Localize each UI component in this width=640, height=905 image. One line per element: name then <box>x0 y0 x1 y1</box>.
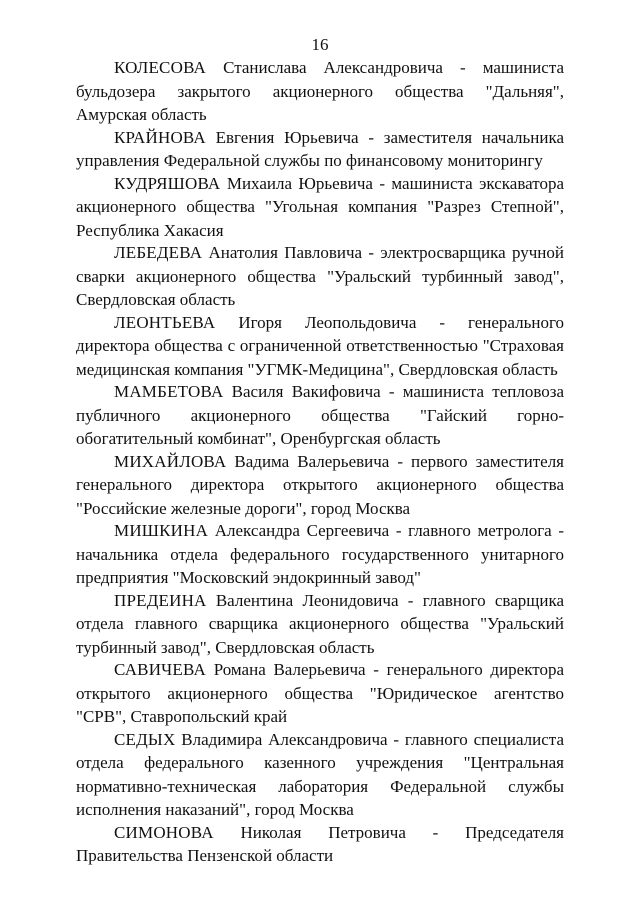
list-item <box>76 450 564 521</box>
surname: КОЛЕСОВА <box>114 58 207 77</box>
list-item <box>76 821 564 868</box>
list-item <box>76 728 564 822</box>
surname: СИМОНОВА <box>114 822 214 842</box>
list-item <box>76 589 564 660</box>
surname: КУДРЯШОВА <box>114 173 221 193</box>
surname: ЛЕБЕДЕВА <box>114 243 203 262</box>
surname: МИШКИНА <box>114 521 209 540</box>
list-item <box>76 241 564 312</box>
surname: КРАЙНОВА <box>114 127 206 147</box>
list-item <box>76 658 564 729</box>
surname: МАМБЕТОВА <box>114 382 224 401</box>
details: Евгения Юрьевича - заместителя начальника управления Федеральной службы по финансовому мониторингу <box>76 127 564 170</box>
details: Романа Валерьевича - генерального директора открытого акционерного общества "Юридическое агентство "СРВ", Ставропольский край <box>76 660 565 726</box>
details: Владимира Александровича - главного специалиста отдела федерального казенного учреждения "Центральная нормативно-техническая лаборатория Федеральной службы исполнения наказаний", город Москва <box>76 729 564 819</box>
details: Анатолия Павловича - электросварщика ручной сварки акционерного общества "Уральский турбинный завод", Свердловская область <box>76 243 564 309</box>
details: Станислава Александровича - машиниста бульдозера закрытого акционерного общества "Дальняя", Амурская область <box>76 58 564 124</box>
details: Михаила Юрьевича - машиниста экскаватора акционерного общества "Угольная компания "Разрез Степной", Республика Хакасия <box>76 173 565 240</box>
details: Николая Петровича - Председателя Правительства Пензенской области <box>76 822 564 865</box>
list-item <box>76 311 564 382</box>
details: Василя Вакифовича - машиниста тепловоза публичного акционерного общества "Гайский горно-обогатительный комбинат", Оренбургская область <box>76 382 564 448</box>
details: Вадима Валерьевича - первого заместителя генерального директора открытого акционерного общества "Российские железные дороги", город Москва <box>76 451 565 518</box>
surname: МИХАЙЛОВА <box>114 451 227 471</box>
list-item <box>76 380 564 451</box>
details: Валентина Леонидовича - главного сварщика отдела главного сварщика акционерного общества "Уральский турбинный завод", Свердловская область <box>76 590 564 657</box>
list-item <box>76 126 564 173</box>
page-number: 16 <box>311 35 329 54</box>
list-item <box>76 172 564 243</box>
surname: ПРЕДЕИНА <box>114 590 207 610</box>
surname: САВИЧЕВА <box>114 660 206 679</box>
list-item <box>76 56 564 127</box>
awardee-list <box>76 56 564 867</box>
surname: ЛЕОНТЬЕВА <box>114 312 216 332</box>
list-item <box>76 519 564 590</box>
details: Игоря Леопольдовича - генерального директора общества с ограниченной ответственностью "Страховая медицинская компания "УГМК-Медицина", Свердловская область <box>76 312 565 379</box>
details: Александра Сергеевича - главного метролога - начальника отдела федерального государственного унитарного предприятия "Московский эндокринный завод" <box>76 521 564 587</box>
surname: СЕДЫХ <box>114 729 176 749</box>
